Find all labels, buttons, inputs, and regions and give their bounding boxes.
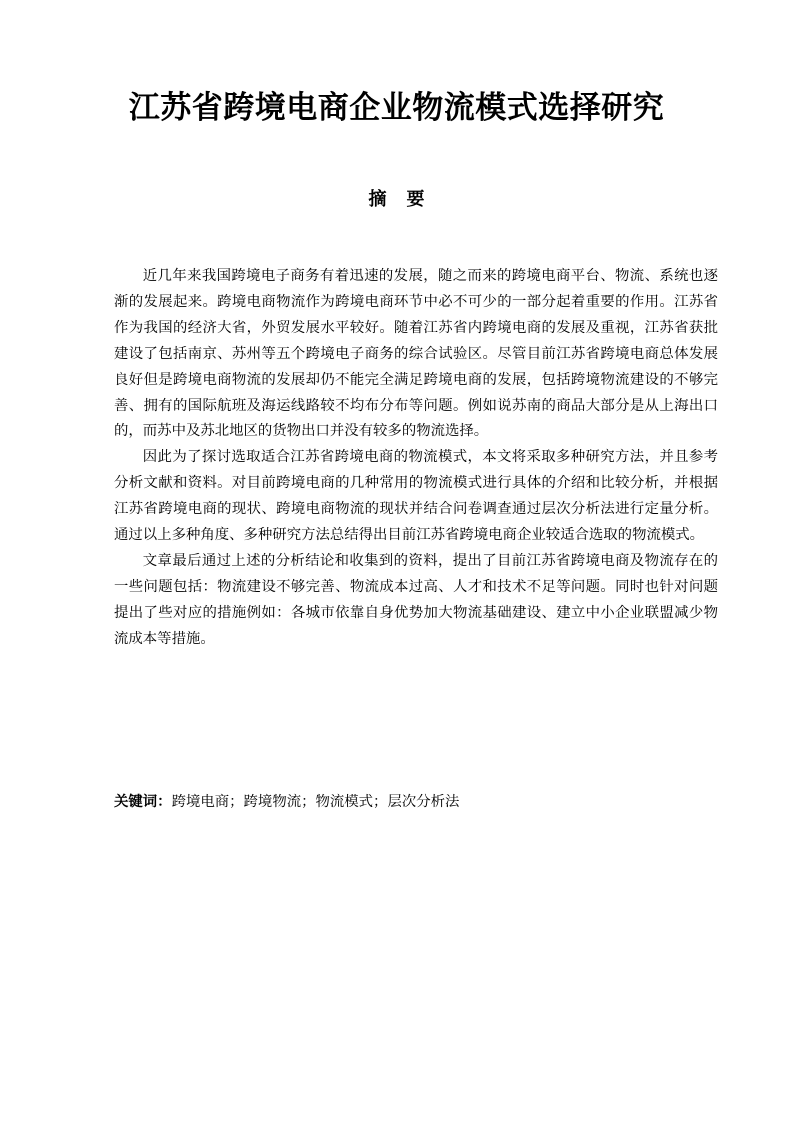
- abstract-paragraph-1: 近几年来我国跨境电子商务有着迅速的发展，随之而来的跨境电商平台、物流、系统也逐渐的发展起来。跨境电商物流作为跨境电商环节中必不可少的一部分起着重要的作用。江苏省作为我国的经济大省，外贸发展水平较好。随着江苏省内跨境电商的发展及重视，江苏省获批建设了包括南京、苏州等五个跨境电子商务的综合试验区。尽管目前江苏省跨境电商总体发展良好但是跨境电商物流的发展却仍不能完全满足跨境电商的发展，包括跨境物流建设的不够完善、拥有的国际航班及海运线路较不均布分布等问题。例如说苏南的商品大部分是从上海出口的，而苏中及苏北地区的货物出口并没有较多的物流选择。: [114, 268, 718, 440]
- keywords-label: 关键词：: [114, 793, 172, 810]
- document-title: 江苏省跨境电商企业物流模式选择研究: [128, 90, 665, 126]
- abstract-paragraph-2: 因此为了探讨选取适合江苏省跨境电商的物流模式，本文将采取多种研究方法，并且参考分析文献和资料。对目前跨境电商的几种常用的物流模式进行具体的介绍和比较分析，并根据江苏省跨境电商的现状、跨境电商物流的现状并结合问卷调查通过层次分析法进行定量分析。通过以上多种角度、多种研究方法总结得出目前江苏省跨境电商企业较适合选取的物流模式。: [114, 449, 718, 544]
- abstract-body: [114, 264, 718, 653]
- keywords-line: [114, 789, 718, 815]
- abstract-heading: 摘要: [368, 189, 445, 210]
- keywords-list: 跨境电商；跨境物流；物流模式；层次分析法: [171, 794, 460, 810]
- abstract-paragraph-3: 文章最后通过上述的分析结论和收集到的资料，提出了目前江苏省跨境电商及物流存在的一些问题包括：物流建设不够完善、物流成本过高、人才和技术不足等问题。同时也针对问题提出了些对应的措施例如：各城市依靠自身优势加大物流基础建设、建立中小企业联盟减少物流成本等措施。: [114, 552, 718, 647]
